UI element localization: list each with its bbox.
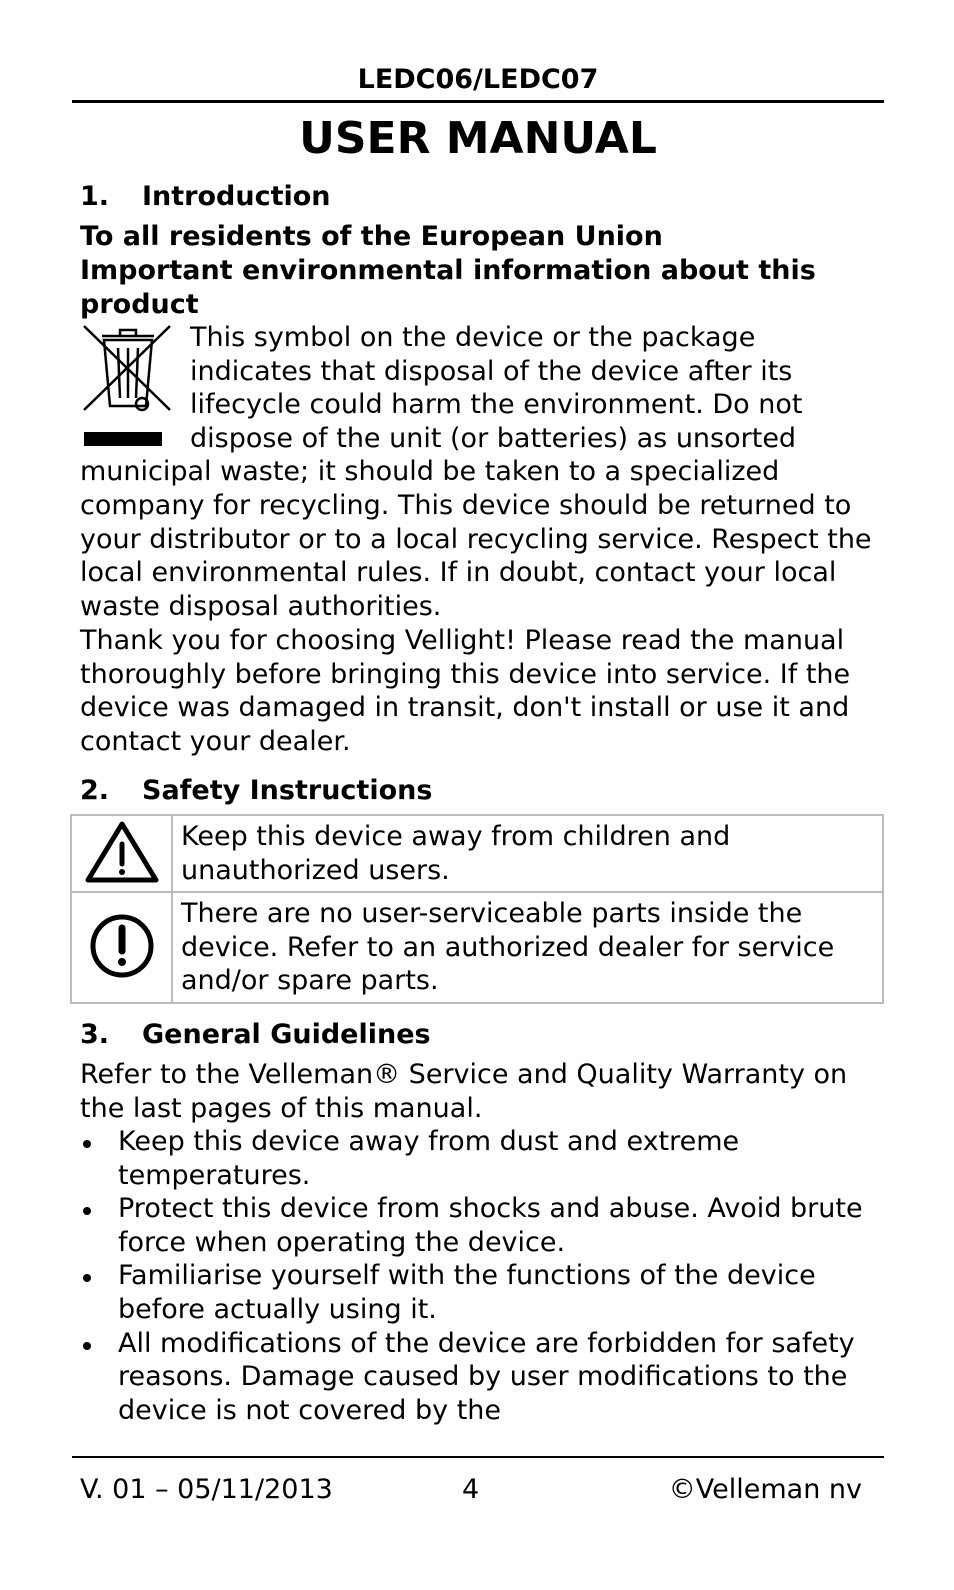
section-2-heading <box>80 774 432 808</box>
list-item-text: Keep this device away from dust and extreme temperatures. <box>118 1126 740 1191</box>
list-item <box>80 1327 880 1428</box>
section-1-heading <box>80 180 331 214</box>
weee-disposal-paragraph <box>80 321 880 623</box>
page-title: USER MANUAL <box>299 113 657 164</box>
guidelines-list <box>80 1125 880 1427</box>
list-item-text: Familiarise yourself with the functions of the device before actually using it. <box>118 1260 816 1325</box>
safety-text-cell: Keep this device away from children and unauthorized users. <box>172 815 883 892</box>
environmental-info-heading: Important environmental information about this product <box>80 255 816 320</box>
safety-text-cell: There are no user-serviceable parts inside the device. Refer to an authorized dealer for service and/or spare parts. <box>172 892 883 1003</box>
safety-icon-cell <box>71 892 172 1003</box>
header-rule <box>72 100 884 103</box>
footer-version: V. 01 – 05/11/2013 <box>80 1474 333 1505</box>
section-2-number: 2. <box>80 775 110 806</box>
list-item <box>80 1125 880 1192</box>
footer-rule <box>72 1456 884 1458</box>
safety-instructions-table <box>70 814 884 1004</box>
warning-triangle-icon <box>84 820 160 884</box>
list-item <box>80 1192 880 1259</box>
safety-row <box>71 892 883 1003</box>
section-1-title: Introduction <box>142 181 331 212</box>
footer-copyright: ©Velleman nv <box>668 1474 862 1505</box>
section-3-number: 3. <box>80 1019 110 1050</box>
thank-you-paragraph: Thank you for choosing Vellight! Please read the manual thoroughly before bringing this device into service. If the device was damaged in transit, don't install or use it and contact your dealer. <box>80 625 851 757</box>
bullet-icon <box>83 1140 91 1148</box>
bullet-icon <box>83 1207 91 1215</box>
warranty-reference-paragraph: Refer to the Velleman® Service and Quality Warranty on the last pages of this manual. <box>80 1059 848 1124</box>
footer-page-number: 4 <box>462 1474 480 1505</box>
section-3-heading <box>80 1018 431 1052</box>
safety-row <box>71 815 883 892</box>
exclamation-circle-icon <box>87 911 157 981</box>
list-item-text: Protect this device from shocks and abuse. Avoid brute force when operating the device. <box>118 1193 863 1258</box>
list-item-text: All modifications of the device are forbidden for safety reasons. Damage caused by user modifications to the device is not covered by the <box>118 1327 855 1426</box>
safety-icon-cell <box>71 815 172 892</box>
section-2-title: Safety Instructions <box>142 775 433 806</box>
weee-disposal-text: This symbol on the device or the package indicates that disposal of the device after its lifecycle could harm the environment. Do not dispose of the unit (or batteries) as unsorted municipal waste; it should be taken to a specialized company for recycling. This device should be returned to your distributor or to a local recycling service. Respect the local environmental rules. If in doubt, contact your local waste disposal authorities. <box>80 322 872 622</box>
bullet-icon <box>83 1274 91 1282</box>
document-model-header: LEDC06/LEDC07 <box>357 64 599 95</box>
section-3-title: General Guidelines <box>142 1019 431 1050</box>
bullet-icon <box>83 1342 91 1350</box>
section-1-number: 1. <box>80 181 110 212</box>
list-item <box>80 1259 880 1326</box>
eu-residents-heading: To all residents of the European Union <box>80 221 663 252</box>
